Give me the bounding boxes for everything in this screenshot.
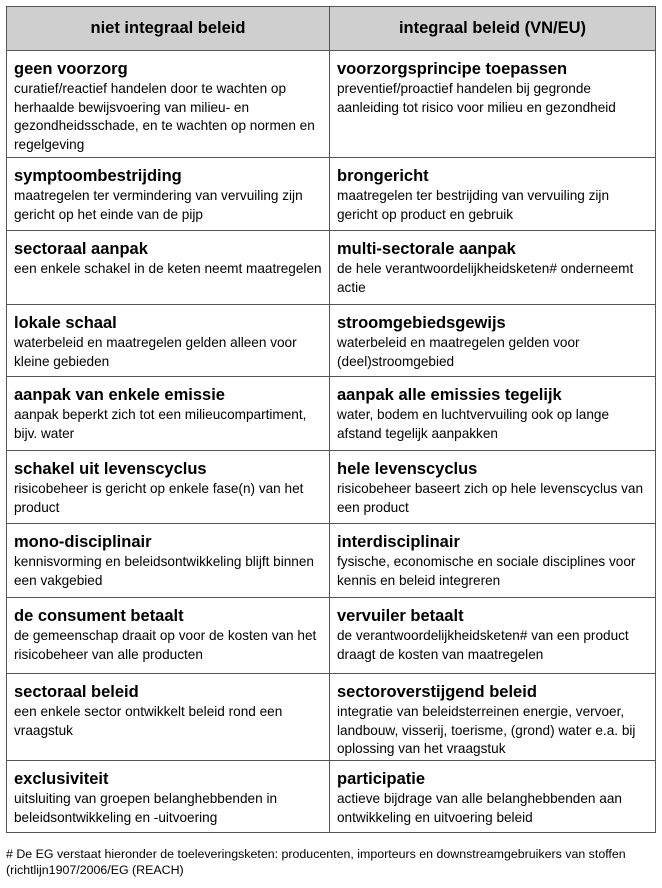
table-cell-right	[330, 231, 656, 305]
cell-description: waterbeleid en maatregelen gelden alleen voor kleine gebieden	[14, 335, 297, 369]
cell-description: een enkele schakel in de keten neemt maatregelen	[14, 261, 322, 276]
table-cell-left	[7, 451, 330, 524]
cell-title: sectoroverstijgend beleid	[337, 683, 537, 701]
cell-description: actieve bijdrage van alle belanghebbenden aan ontwikkeling en uitvoering beleid	[337, 791, 622, 825]
cell-description: curatief/reactief handelen door te wachten op herhaalde bewijsvoering van milieu- en gezondheidsschade, en te wachten op normen en regelgeving	[14, 81, 315, 152]
cell-description: fysische, economische en sociale disciplines voor kennis en beleid integreren	[337, 554, 636, 588]
cell-description: uitsluiting van groepen belanghebbenden in beleidsontwikkeling en -uitvoering	[14, 791, 278, 825]
table-row	[7, 761, 656, 833]
table-cell-right	[330, 598, 656, 674]
table-cell-right	[330, 451, 656, 524]
cell-title: lokale schaal	[14, 314, 117, 332]
cell-title: stroomgebiedsgewijs	[337, 314, 506, 332]
cell-title: symptoombestrijding	[14, 167, 182, 185]
table-cell-left	[7, 305, 330, 377]
cell-description: maatregelen ter bestrijding van vervuiling zijn gericht op product en gebruik	[337, 188, 610, 222]
table-cell-left	[7, 674, 330, 761]
table-row	[7, 674, 656, 761]
table-cell-left	[7, 51, 330, 158]
comparison-table	[6, 6, 656, 833]
table-cell-left	[7, 231, 330, 305]
cell-title: schakel uit levenscyclus	[14, 460, 207, 478]
table-row	[7, 598, 656, 674]
cell-description: een enkele sector ontwikkelt beleid rond een vraagstuk	[14, 704, 283, 738]
table-row	[7, 158, 656, 231]
cell-title: aanpak van enkele emissie	[14, 386, 225, 404]
table-row	[7, 305, 656, 377]
cell-title: mono-disciplinair	[14, 533, 152, 551]
cell-title: hele levenscyclus	[337, 460, 478, 478]
table-cell-right	[330, 524, 656, 598]
cell-description: de hele verantwoordelijkheidsketen# onderneemt actie	[337, 261, 634, 295]
cell-title: voorzorgsprincipe toepassen	[337, 60, 568, 78]
cell-title: vervuiler betaalt	[337, 607, 464, 625]
table-row	[7, 51, 656, 158]
footnote: # De EG verstaat hieronder de toeleveringsketen: producenten, importeurs en downstreamgebruikers van stoffen (richtlijn1907/2006/EG (REACH)	[6, 847, 626, 877]
header-row	[7, 7, 656, 51]
table-cell-left	[7, 598, 330, 674]
cell-title: geen voorzorg	[14, 60, 128, 78]
table-cell-right	[330, 158, 656, 231]
cell-description: water, bodem en luchtvervuiling ook op lange afstand tegelijk aanpakken	[337, 407, 610, 441]
cell-title: sectoraal aanpak	[14, 240, 148, 258]
table-cell-left	[7, 377, 330, 451]
table-cell-right	[330, 674, 656, 761]
cell-title: aanpak alle emissies tegelijk	[337, 386, 562, 404]
cell-description: kennisvorming en beleidsontwikkeling blijft binnen een vakgebied	[14, 554, 314, 588]
cell-title: sectoraal beleid	[14, 683, 139, 701]
table-cell-right	[330, 51, 656, 158]
header-right: integraal beleid (VN/EU)	[330, 7, 656, 51]
cell-description: integratie van beleidsterreinen energie, vervoer, landbouw, visserij, toerisme, (grond) water e.a. bij oplossing van het vraagstuk	[337, 704, 636, 757]
cell-description: preventief/proactief handelen bij gegronde aanleiding tot risico voor milieu en gezondheid	[337, 81, 616, 115]
cell-description: aanpak beperkt zich tot een milieucompartiment, bijv. water	[14, 407, 307, 441]
cell-title: de consument betaalt	[14, 607, 184, 625]
cell-description: risicobeheer baseert zich op hele levenscyclus van een product	[337, 481, 644, 515]
cell-title: participatie	[337, 770, 426, 788]
table-row	[7, 231, 656, 305]
table-row	[7, 524, 656, 598]
table-cell-right	[330, 377, 656, 451]
cell-description: maatregelen ter vermindering van vervuiling zijn gericht op het einde van de pijp	[14, 188, 303, 222]
cell-title: brongericht	[337, 167, 429, 185]
table-row	[7, 451, 656, 524]
table-cell-left	[7, 524, 330, 598]
cell-description: de gemeenschap draait op voor de kosten van het risicobeheer van alle producten	[14, 628, 317, 662]
table-cell-left	[7, 761, 330, 833]
cell-description: waterbeleid en maatregelen gelden voor (deel)stroomgebied	[337, 335, 580, 369]
header-left: niet integraal beleid	[7, 7, 330, 51]
cell-title: exclusiviteit	[14, 770, 109, 788]
table-cell-right	[330, 761, 656, 833]
table-cell-left	[7, 158, 330, 231]
comparison-table-container	[6, 6, 655, 833]
cell-description: de verantwoordelijkheidsketen# van een product draagt de kosten van maatregelen	[337, 628, 629, 662]
table-row	[7, 377, 656, 451]
cell-description: risicobeheer is gericht op enkele fase(n) van het product	[14, 481, 304, 515]
cell-title: interdisciplinair	[337, 533, 460, 551]
table-cell-right	[330, 305, 656, 377]
cell-title: multi-sectorale aanpak	[337, 240, 516, 258]
